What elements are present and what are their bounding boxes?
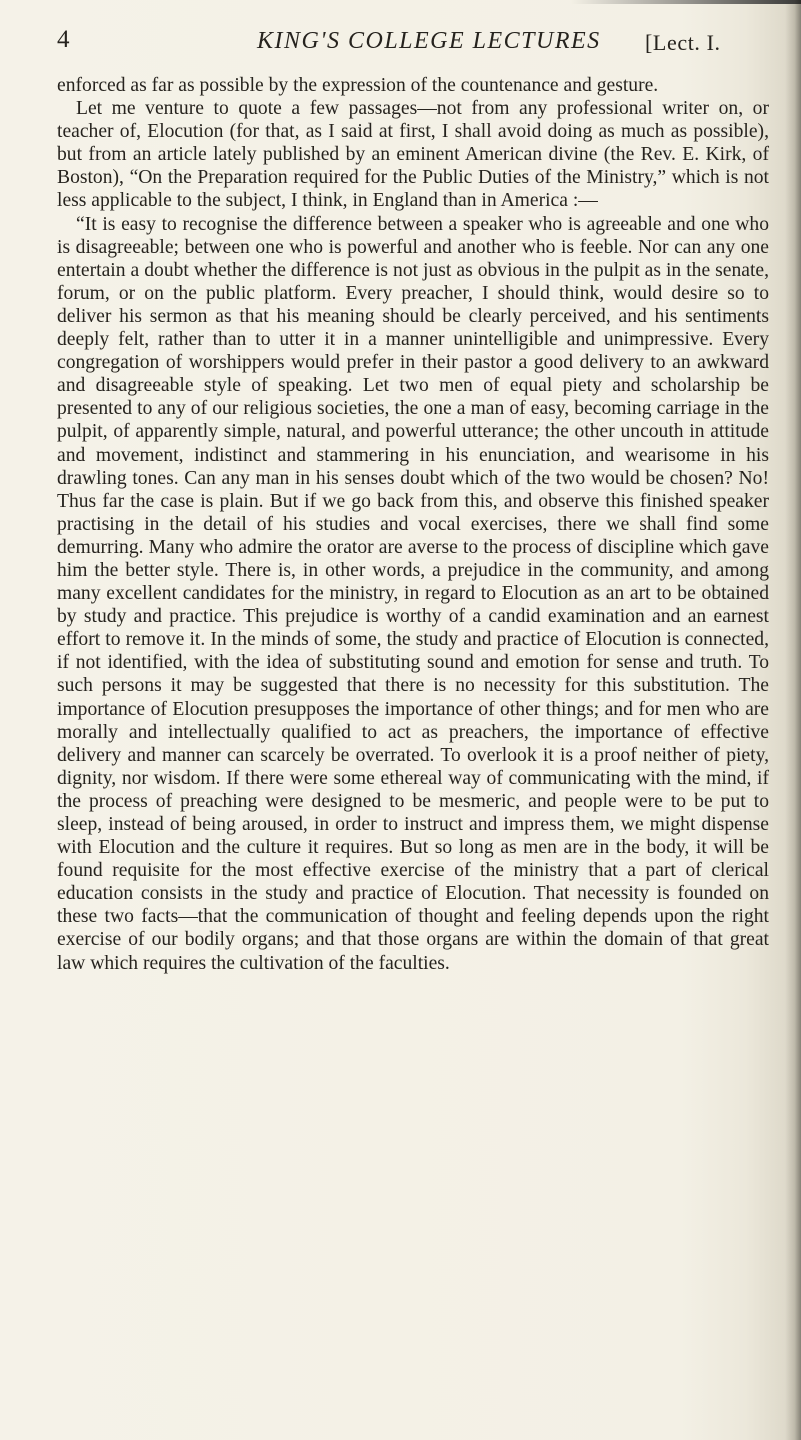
running-head: KING'S COLLEGE LECTURES xyxy=(257,28,601,54)
scan-top-edge-mark xyxy=(571,0,801,4)
paragraph-continuation: enforced as far as possible by the expression of the countenance and gesture. xyxy=(57,75,659,96)
page-number: 4 xyxy=(57,26,70,53)
paragraph-quotation: “It is easy to recognise the difference between a speaker who is agreeable and one who is disagreeable; between one who is powerful and another who is feeble. Nor can any one entertain a doubt whether the difference is not just as obvious in the pulpit as in the senate, forum, or on the public platform. Every preacher, I should think, would desire so to deliver his sermon as that his meaning should be clearly perceived, and his sentiments deeply felt, rather than to utter it in a manner unintelligible and unimpressive. Every congregation of worshippers would prefer in their pastor a good delivery to an awkward and disagreeable style of speaking. Let two men of equal piety and scholarship be presented to any of our religious societies, the one a man of easy, becoming carriage in the pulpit, of apparently simple, natural, and powerful utterance; the other uncouth in attitude and movement, indistinct and stammering in his enunciation, and wearisome in his drawling tones. Can any man in his senses doubt which of the two would be chosen? No! Thus far the case is plain. But if we go back from this, and observe this finished speaker practising in the detail of his studies and vocal exercises, there we shall find some demurring. Many who admire the orator are averse to the process of discipline which gave him the better style. There is, in other words, a prejudice in the community, and among many excellent candidates for the ministry, in regard to Elocution as an art to be obtained by study and practice. This prejudice is worthy of a candid examination and an earnest effort to remove it. In the minds of some, the study and practice of Elocution is connected, if not identified, with the idea of substituting sound and emotion for sense and truth. To such persons it may be suggested that there is no necessity for this substitution. The importance of Elocution presupposes the importance of other things; and for men who are morally and intellectually qualified to act as preachers, the importance of effective delivery and manner can scarcely be overrated. To overlook it is a proof neither of piety, dignity, nor wisdom. If there were some ethereal way of communicating with the mind, if the process of preaching were designed to be mesmeric, and people were to be put to sleep, instead of being aroused, in order to instruct and impress them, we might dispense with Elocution and the culture it requires. But so long as men are in the body, it will be found requisite for the most effective exercise of the ministry that a part of clerical education consists in the study and practice of Elocution. That necessity is founded on these two facts—that the communication of thought and feeling depends upon the right exercise of our bodily organs; and that those organs are within the domain of that great law which requires the cultivation of the faculties. xyxy=(57,213,769,974)
lecture-reference: [Lect. I. xyxy=(645,30,721,55)
body-text xyxy=(57,74,769,975)
page-edge-shadow xyxy=(785,0,801,1440)
paragraph-introduction: Let me venture to quote a few passages—not from any professional writer on, or teacher of, Elocution (for that, as I said at first, I shall avoid doing as much as possible), but from an article lately published by an eminent American divine (the Rev. E. Kirk, of Boston), “On the Preparation required for the Public Duties of the Ministry,” which is not less applicable to the subject, I think, in England than in America :— xyxy=(57,98,769,212)
page-header xyxy=(57,24,769,64)
